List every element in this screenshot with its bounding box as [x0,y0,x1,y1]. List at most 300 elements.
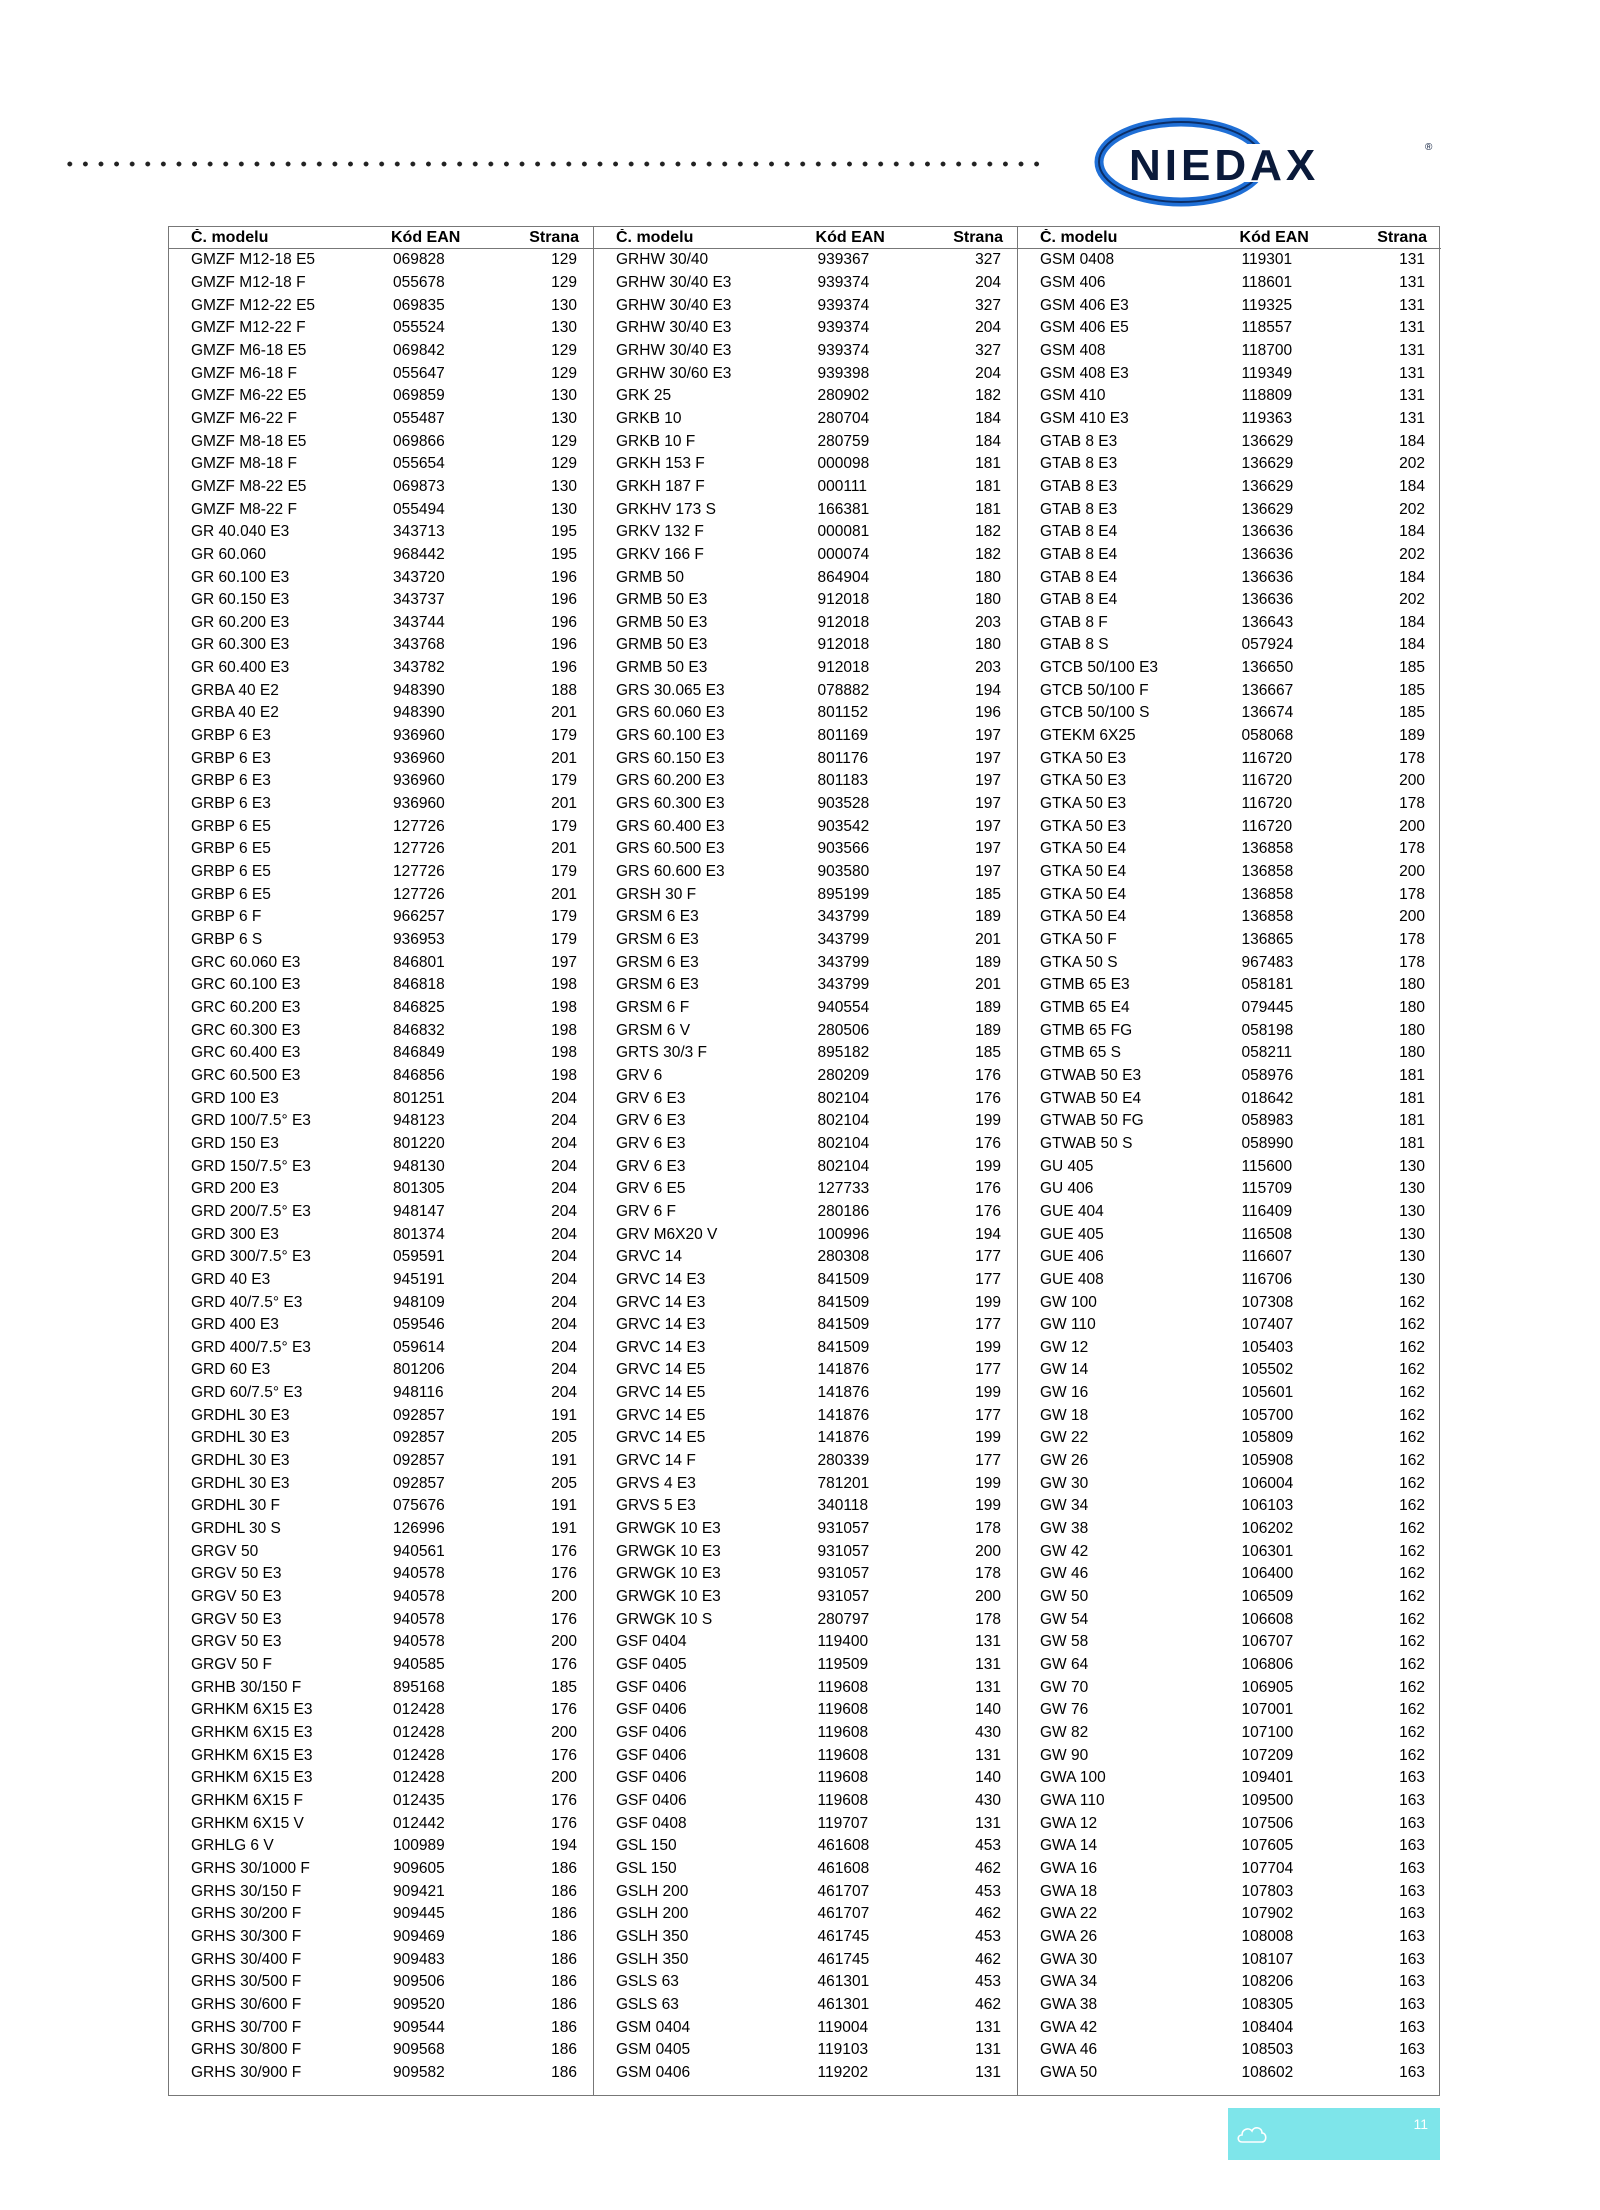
page-cell: 131 [1399,341,1425,359]
page-cell: 176 [975,1066,1001,1084]
model-cell: GMZF M12-18 E5 [191,251,316,269]
ean-cell: 118557 [1241,319,1293,337]
model-cell: GRHS 30/900 F [191,2063,302,2081]
column-header [1018,227,1441,249]
table-row [169,997,593,1020]
ean-cell: 092857 [393,1429,445,1447]
ean-cell: 000111 [817,477,867,495]
ean-cell: 079445 [1241,998,1294,1016]
ean-cell: 126996 [393,1520,445,1538]
page-cell: 162 [1399,1565,1425,1583]
ean-cell: 055678 [393,273,445,291]
model-cell: GW 76 [1040,1701,1089,1719]
table-row [1018,1744,1441,1767]
header-page: Strana [529,228,579,246]
table-row [594,997,1017,1020]
ean-cell: 012428 [393,1746,445,1764]
page-cell: 162 [1399,1656,1425,1674]
table-row [1018,1201,1441,1224]
table-row [169,544,593,567]
table-row [169,1450,593,1473]
model-cell: GRV 6 E3 [616,1157,686,1175]
model-cell: GRVC 14 E3 [616,1338,706,1356]
model-cell: GTAB 8 E3 [1040,455,1118,473]
page-cell: 181 [975,477,1001,495]
table-row [594,1178,1017,1201]
ean-cell: 801251 [393,1089,445,1107]
registered-mark: ® [1425,142,1433,153]
model-cell: GRD 60/7.5° E3 [191,1384,303,1402]
table-row [169,747,593,770]
page-cell: 179 [551,772,577,790]
model-cell: GRD 150 E3 [191,1134,279,1152]
table-row [1018,1269,1441,1292]
table-row [1018,1948,1441,1971]
model-cell: GW 90 [1040,1746,1089,1764]
page-cell: 453 [975,1927,1001,1945]
table-row [594,929,1017,952]
model-cell: GRHS 30/300 F [191,1927,302,1945]
page-cell: 182 [975,387,1001,405]
model-cell: GRS 60.100 E3 [616,727,725,745]
page-cell: 163 [1399,2041,1425,2059]
page-cell: 163 [1399,1905,1425,1923]
ean-cell: 280759 [817,432,870,450]
model-cell: GRDHL 30 E3 [191,1474,290,1492]
ean-cell: 119509 [817,1656,869,1674]
model-cell: GTKA 50 F [1040,931,1117,949]
table-row [169,1246,593,1269]
table-row [169,1314,593,1337]
table-row [594,2062,1017,2085]
page-cell: 453 [975,1837,1001,1855]
table-row [169,476,593,499]
model-cell: GRHKM 6X15 E3 [191,1701,313,1719]
ean-cell: 058983 [1241,1112,1294,1130]
model-cell: GRSM 6 E3 [616,931,699,949]
table-row [594,1790,1017,1813]
ean-cell: 802104 [817,1089,870,1107]
ean-cell: 069873 [393,477,445,495]
page-cell: 176 [551,1565,577,1583]
model-cell: GRKH 153 F [616,455,705,473]
page-cell: 204 [551,1361,577,1379]
model-cell: GTCB 50/100 S [1040,704,1150,722]
page-cell: 162 [1399,1316,1425,1334]
table-row [169,838,593,861]
model-cell: GMZF M8-18 E5 [191,432,307,450]
table-row [1018,1382,1441,1405]
ean-cell: 136636 [1241,523,1294,541]
model-cell: GTMB 65 E4 [1040,998,1130,1016]
table-row [594,1812,1017,1835]
table-row [169,679,593,702]
table-row [594,385,1017,408]
table-row [1018,838,1441,861]
ean-cell: 461608 [817,1859,870,1877]
table-row [169,2039,593,2062]
ean-cell: 801176 [817,749,869,767]
ean-cell: 107605 [1241,1837,1294,1855]
ean-cell: 069835 [393,296,445,314]
ean-cell: 069866 [393,432,445,450]
ean-cell: 968442 [393,545,445,563]
table-row [594,1110,1017,1133]
ean-cell: 939374 [817,296,870,314]
table-row [594,1586,1017,1609]
ean-cell: 118700 [1241,341,1293,359]
ean-cell: 136629 [1241,500,1294,518]
table-row [169,1563,593,1586]
model-cell: GWA 14 [1040,1837,1098,1855]
table-row [594,1450,1017,1473]
model-cell: GW 100 [1040,1293,1097,1311]
page-cell: 179 [551,931,577,949]
ean-cell: 109500 [1241,1791,1294,1809]
model-cell: GRKV 166 F [616,545,704,563]
ean-cell: 059546 [393,1316,445,1334]
ean-cell: 107704 [1241,1859,1294,1877]
table-row [594,1994,1017,2017]
table-row [1018,1359,1441,1382]
page-cell: 199 [975,1112,1001,1130]
page-cell: 162 [1399,1338,1425,1356]
page-cell: 177 [975,1248,1001,1266]
page-cell: 177 [975,1452,1001,1470]
ean-cell: 127733 [817,1180,870,1198]
ean-cell: 107803 [1241,1882,1294,1900]
model-cell: GRS 60.400 E3 [616,817,725,835]
ean-cell: 936960 [393,795,445,813]
ean-cell: 343799 [817,931,870,949]
model-cell: GRVC 14 E5 [616,1406,706,1424]
model-cell: GTKA 50 E4 [1040,885,1127,903]
ean-cell: 116720 [1241,795,1293,813]
page-cell: 204 [551,1316,577,1334]
page-cell: 197 [551,953,577,971]
model-cell: GSM 0408 [1040,251,1115,269]
table-row [169,589,593,612]
page-cell: 162 [1399,1497,1425,1515]
ean-cell: 075676 [393,1497,445,1515]
table-row [1018,1337,1441,1360]
ean-cell: 105502 [1241,1361,1294,1379]
index-column-3 [1017,227,1441,2095]
ean-cell: 116508 [1241,1225,1293,1243]
ean-cell: 136858 [1241,840,1294,858]
page-cell: 204 [551,1338,577,1356]
table-row [1018,453,1441,476]
model-cell: GRMB 50 E3 [616,591,708,609]
model-cell: GR 60.100 E3 [191,568,290,586]
ean-cell: 106202 [1241,1520,1294,1538]
table-row [1018,1699,1441,1722]
model-cell: GSLH 350 [616,1950,689,1968]
ean-cell: 343799 [817,908,870,926]
table-row [1018,1812,1441,1835]
page-cell: 182 [975,523,1001,541]
page-cell: 129 [551,273,577,291]
ean-cell: 106905 [1241,1678,1294,1696]
table-row [169,272,593,295]
ean-cell: 936960 [393,749,445,767]
table-row [1018,1178,1441,1201]
ean-cell: 000081 [817,523,870,541]
table-row [1018,1246,1441,1269]
page-cell: 327 [975,341,1001,359]
model-cell: GRS 60.060 E3 [616,704,725,722]
model-cell: GRWGK 10 E3 [616,1542,721,1560]
model-cell: GSM 0405 [616,2041,691,2059]
model-cell: GU 405 [1040,1157,1094,1175]
model-cell: GSM 406 E3 [1040,296,1129,314]
model-cell: GW 110 [1040,1316,1096,1334]
ean-cell: 119608 [817,1678,869,1696]
model-cell: GTAB 8 S [1040,636,1109,654]
model-cell: GUE 408 [1040,1270,1104,1288]
page-cell: 186 [551,1950,577,1968]
page-cell: 163 [1399,1882,1425,1900]
table-row [1018,657,1441,680]
ean-cell: 280339 [817,1452,870,1470]
table-row [1018,770,1441,793]
page-cell: 130 [551,500,577,518]
ean-cell: 801152 [817,704,869,722]
table-row [594,1676,1017,1699]
model-cell: GRDHL 30 E3 [191,1452,290,1470]
model-cell: GRSM 6 V [616,1021,691,1039]
table-row [1018,1019,1441,1042]
ean-cell: 141876 [817,1384,870,1402]
model-cell: GW 50 [1040,1588,1089,1606]
ean-cell: 461707 [817,1882,870,1900]
table-row [1018,1223,1441,1246]
table-row [594,1223,1017,1246]
page-cell: 204 [975,319,1001,337]
model-cell: GSM 0404 [616,2018,691,2036]
table-row [1018,317,1441,340]
model-cell: GSM 408 E3 [1040,364,1129,382]
ean-cell: 119608 [817,1746,869,1764]
page-cell: 178 [1399,840,1425,858]
ean-cell: 801374 [393,1225,445,1243]
table-row [169,1223,593,1246]
ean-cell: 940578 [393,1633,445,1651]
model-cell: GMZF M8-18 F [191,455,297,473]
table-row [594,1042,1017,1065]
ean-cell: 846849 [393,1044,445,1062]
model-cell: GRHKM 6X15 E3 [191,1769,313,1787]
page-cell: 186 [551,1973,577,1991]
ean-cell: 058198 [1241,1021,1294,1039]
table-row [169,1201,593,1224]
model-cell: GRHB 30/150 F [191,1678,302,1696]
model-cell: GR 60.400 E3 [191,659,290,677]
model-cell: GRBP 6 S [191,931,263,949]
cloud-icon [1236,2120,1268,2148]
page-cell: 181 [975,455,1001,473]
ean-cell: 948390 [393,704,445,722]
model-cell: GRS 60.200 E3 [616,772,725,790]
header-ean: Kód EAN [815,228,885,246]
model-cell: GRMB 50 E3 [616,613,708,631]
table-row [1018,1903,1441,1926]
model-cell: GRVC 14 E5 [616,1361,706,1379]
model-cell: GRGV 50 E3 [191,1588,282,1606]
page-cell: 196 [551,659,577,677]
page-cell: 204 [975,273,1001,291]
table-row [594,1744,1017,1767]
table-row [169,634,593,657]
table-row [594,1699,1017,1722]
ean-cell: 055487 [393,409,445,427]
table-row [594,815,1017,838]
ean-cell: 343744 [393,613,445,631]
page-cell: 204 [551,1112,577,1130]
header-model: Č. modelu [616,228,694,246]
page-cell: 182 [975,545,1001,563]
page-cell: 462 [975,1950,1001,1968]
table-row [1018,249,1441,272]
page-cell: 179 [551,863,577,881]
page-cell: 131 [1399,273,1425,291]
model-cell: GRC 60.060 E3 [191,953,301,971]
model-cell: GSF 0406 [616,1678,687,1696]
ean-cell: 069842 [393,341,445,359]
page-cell: 131 [1399,296,1425,314]
page-cell: 199 [975,1429,1001,1447]
page-cell: 180 [975,568,1001,586]
ean-cell: 909421 [393,1882,445,1900]
ean-cell: 107902 [1241,1905,1294,1923]
ean-cell: 802104 [817,1134,870,1152]
ean-cell: 280308 [817,1248,870,1266]
ean-cell: 107407 [1241,1316,1294,1334]
table-row [594,2039,1017,2062]
model-cell: GRHLG 6 V [191,1837,274,1855]
table-row [169,1790,593,1813]
page-cell: 201 [551,795,577,813]
model-cell: GRKV 132 F [616,523,704,541]
ean-cell: 136643 [1241,613,1294,631]
ean-cell: 461608 [817,1837,870,1855]
page-cell: 198 [551,1044,577,1062]
table-row [594,1631,1017,1654]
table-row [169,408,593,431]
page-cell: 130 [551,387,577,405]
page-cell: 130 [551,409,577,427]
table-row [1018,997,1441,1020]
model-cell: GRC 60.300 E3 [191,1021,301,1039]
ean-cell: 107308 [1241,1293,1294,1311]
table-row [1018,566,1441,589]
table-row [169,657,593,680]
ean-cell: 119349 [1241,364,1293,382]
page-cell: 189 [1399,727,1425,745]
ean-cell: 136858 [1241,863,1294,881]
model-cell: GRHS 30/500 F [191,1973,302,1991]
page-cell: 178 [1399,953,1425,971]
model-cell: GUE 405 [1040,1225,1104,1243]
model-cell: GRC 60.500 E3 [191,1066,301,1084]
model-cell: GTWAB 50 FG [1040,1112,1144,1130]
table-row [1018,702,1441,725]
table-row [1018,1858,1441,1881]
table-row [169,951,593,974]
ean-cell: 105908 [1241,1452,1294,1470]
page-cell: 129 [551,341,577,359]
table-row [169,1926,593,1949]
model-cell: GWA 42 [1040,2018,1098,2036]
table-row [1018,1994,1441,2017]
page-number: 11 [1413,2116,1428,2132]
page-cell: 162 [1399,1384,1425,1402]
page-cell: 194 [551,1837,577,1855]
model-cell: GRGV 50 F [191,1656,272,1674]
table-row [1018,408,1441,431]
ean-cell: 940554 [817,998,870,1016]
page-cell: 204 [551,1270,577,1288]
ean-cell: 846801 [393,953,445,971]
model-cell: GW 38 [1040,1520,1089,1538]
ean-cell: 012428 [393,1701,445,1719]
ean-cell: 343782 [393,659,445,677]
table-row [594,1858,1017,1881]
ean-cell: 343768 [393,636,445,654]
page-cell: 163 [1399,1859,1425,1877]
table-row [1018,340,1441,363]
model-cell: GW 58 [1040,1633,1089,1651]
table-row [169,1019,593,1042]
ean-cell: 055524 [393,319,445,337]
ean-cell: 340118 [817,1497,869,1515]
ean-cell: 108206 [1241,1973,1294,1991]
ean-cell: 895168 [393,1678,445,1696]
model-cell: GRBP 6 E3 [191,727,271,745]
page-cell: 176 [551,1701,577,1719]
page-cell: 130 [551,477,577,495]
page-cell: 198 [551,1066,577,1084]
page-cell: 140 [975,1769,1001,1787]
model-cell: GRK 25 [616,387,672,405]
model-cell: GRHS 30/150 F [191,1882,302,1900]
page-cell: 199 [975,1157,1001,1175]
model-cell: GRSM 6 F [616,998,690,1016]
ean-cell: 343799 [817,976,870,994]
ean-cell: 078882 [817,681,870,699]
page-cell: 200 [551,1769,577,1787]
table-row [594,906,1017,929]
table-row [169,883,593,906]
ean-cell: 136636 [1241,545,1294,563]
table-row [594,861,1017,884]
table-row [594,1518,1017,1541]
page-cell: 131 [975,2041,1001,2059]
page-cell: 162 [1399,1723,1425,1741]
model-cell: GWA 22 [1040,1905,1098,1923]
table-row [594,793,1017,816]
page-cell: 163 [1399,1791,1425,1809]
column-header [169,227,593,249]
table-row [169,1178,593,1201]
model-cell: GRD 300 E3 [191,1225,279,1243]
ean-cell: 116409 [1241,1202,1293,1220]
page-cell: 203 [975,659,1001,677]
model-cell: GSF 0406 [616,1701,687,1719]
index-rows [594,249,1017,2084]
ean-cell: 109401 [1241,1769,1294,1787]
page-cell: 184 [1399,613,1425,631]
